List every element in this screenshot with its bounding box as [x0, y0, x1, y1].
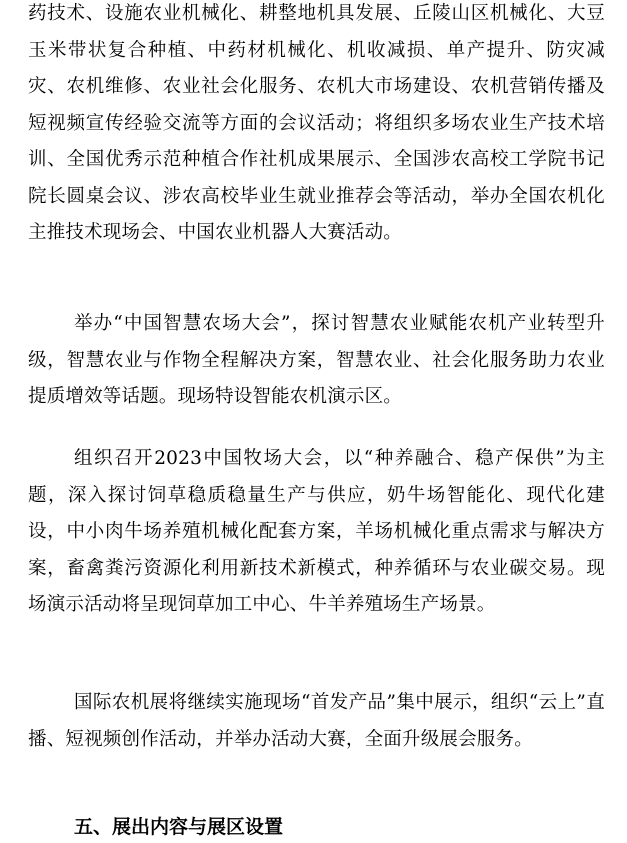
paragraph-conference-activities: 药技术、设施农业机械化、耕整地机具发展、丘陵山区机械化、大豆玉米带状复合种植、中药材机械化、机收减损、单产提升、防灾减灾、农机维修、农业社会化服务、农机大市场建设、农机营销传播及短视频宣传经验交流等方面的会议活动；将组织多场农业生产技术培训、全国优秀示范种植合作社机成果展示、全国涉农高校工学院书记院长圆桌会议、涉农高校毕业生就业推荐会等活动，举办全国农机化主推技术现场会、中国农业机器人大赛活动。	[28, 3, 605, 243]
paragraph-pasture-conference: 组织召开2023中国牧场大会，以“种养融合、稳产保供”为主题，深入探讨饲草稳质稳量生产与供应，奶牛场智能化、现代化建设，中小肉牛场养殖机械化配套方案，羊场机械化重点需求与解决方案，畜禽粪污资源化利用新技术新模式，种养循环与农业碳交易。现场演示活动将呈现饲草加工中心、牛羊养殖场生产场景。	[28, 448, 605, 615]
section-heading: 五、展出内容与展区设置	[74, 816, 284, 838]
paragraph-first-release-products: 国际农机展将继续实施现场“首发产品”集中展示，组织“云上”直播、短视频创作活动，并举办活动大赛，全面升级展会服务。	[28, 692, 605, 750]
paragraph-smart-farm-conference: 举办“中国智慧农场大会”，探讨智慧农业赋能农机产业转型升级，智慧农业与作物全程解决方案，智慧农业、社会化服务助力农业提质增效等话题。现场特设智能农机演示区。	[28, 313, 605, 407]
